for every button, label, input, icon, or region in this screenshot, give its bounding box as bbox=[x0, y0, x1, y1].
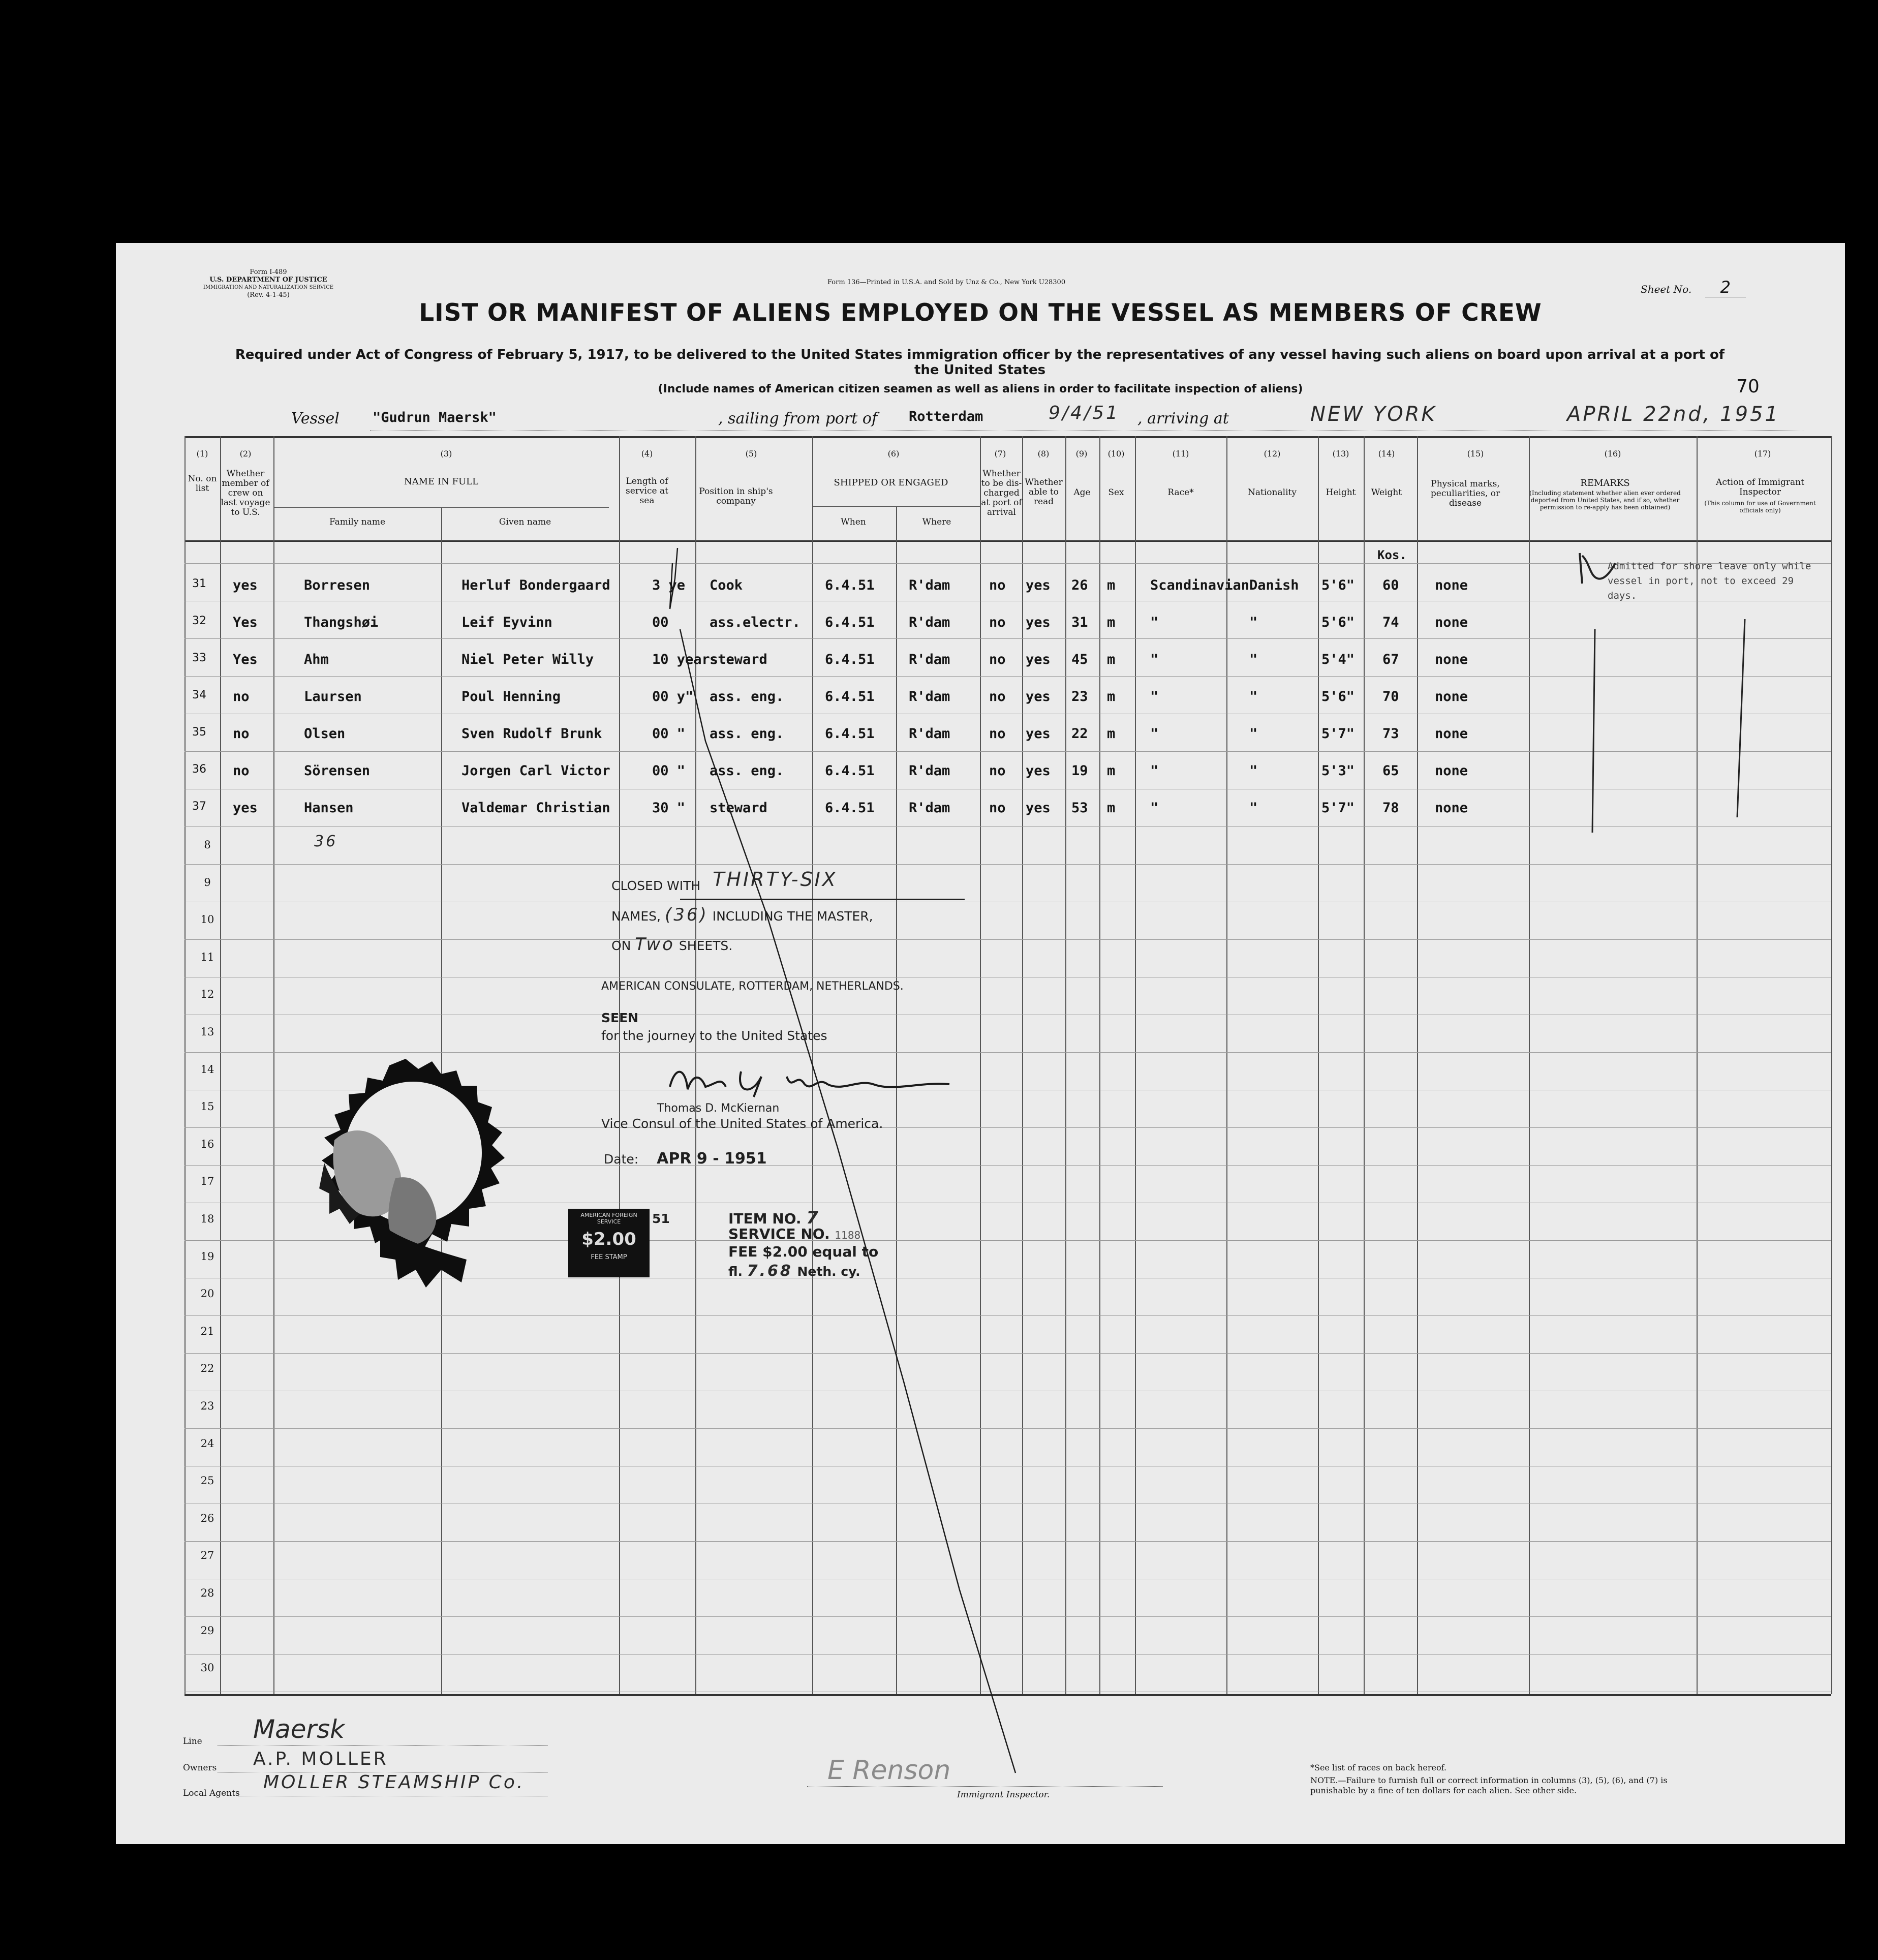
cell-discharged: no bbox=[989, 800, 1006, 816]
cell-given-name: Jorgen Carl Victor bbox=[461, 763, 610, 779]
cell-race: " bbox=[1150, 763, 1159, 779]
column-rule bbox=[273, 436, 274, 1694]
cell-physical-marks: none bbox=[1435, 726, 1468, 742]
cell-race: Scandinavian bbox=[1150, 577, 1250, 593]
cell-shipped-where: R'dam bbox=[909, 800, 950, 816]
cell-discharged: no bbox=[989, 652, 1006, 667]
cell-length-of-service: 00 bbox=[652, 615, 669, 630]
cell-given-name: Valdemar Christian bbox=[461, 800, 610, 816]
col-length-service: Length of service at sea bbox=[626, 476, 668, 506]
printer-line: Form 136—Printed in U.S.A. and Sold by Unz & Co., New York U28300 bbox=[827, 279, 1066, 286]
cell-age: 23 bbox=[1071, 689, 1088, 705]
cell-shipped-where: R'dam bbox=[909, 577, 950, 593]
closed-with-label: CLOSED WITH bbox=[611, 878, 701, 893]
page-mark: 70 bbox=[1736, 376, 1760, 397]
row-number: 11 bbox=[200, 951, 214, 963]
cell-shipped-when: 6.4.51 bbox=[825, 652, 875, 667]
voyage-line bbox=[291, 403, 1806, 427]
on-label: ON bbox=[611, 938, 631, 953]
fee-stamp-bottom: FEE STAMP bbox=[591, 1253, 627, 1261]
cell-age: 19 bbox=[1071, 763, 1088, 779]
action-ditto-line bbox=[1737, 619, 1745, 817]
cell-physical-marks: none bbox=[1435, 763, 1468, 779]
fine-note: NOTE.—Failure to furnish full or correct information in columns (3), (5), (6), and (7) is punishable by a fine of ten dollars for each alien. See other side. bbox=[1310, 1775, 1668, 1795]
cell-shipped-when: 6.4.51 bbox=[825, 689, 875, 705]
row-number: 16 bbox=[200, 1138, 214, 1150]
consul-title: Vice Consul of the United States of America. bbox=[601, 1116, 883, 1131]
cell-position: ass.electr. bbox=[710, 615, 801, 630]
cell-family-name: Sörensen bbox=[304, 763, 371, 779]
row-number: 9 bbox=[204, 876, 211, 889]
cell-row-number: 31 bbox=[192, 577, 206, 590]
weight-unit: Kos. bbox=[1377, 548, 1407, 562]
column-rule bbox=[1529, 436, 1530, 1694]
cell-member-last-voyage: no bbox=[233, 689, 250, 705]
cell-shipped-when: 6.4.51 bbox=[825, 726, 875, 742]
cell-row-number: 32 bbox=[192, 615, 206, 627]
row-number: 12 bbox=[200, 988, 214, 1001]
col-nationality: Nationality bbox=[1248, 487, 1297, 498]
inspector-initial-mark bbox=[1580, 553, 1615, 584]
row-number: 15 bbox=[200, 1100, 214, 1113]
cell-member-last-voyage: yes bbox=[233, 577, 258, 593]
cell-height: 5'3" bbox=[1321, 763, 1355, 779]
row-number: 26 bbox=[200, 1512, 214, 1524]
column-number: (9) bbox=[1075, 449, 1088, 458]
cell-row-number: 37 bbox=[192, 800, 206, 813]
column-number: (12) bbox=[1264, 449, 1281, 458]
cell-physical-marks: none bbox=[1435, 652, 1468, 667]
cell-height: 5'6" bbox=[1321, 615, 1355, 630]
column-number: (13) bbox=[1332, 449, 1349, 458]
cell-nationality: " bbox=[1249, 652, 1258, 667]
cell-age: 26 bbox=[1071, 577, 1088, 593]
row-number: 27 bbox=[200, 1549, 214, 1562]
form-id-line: (Rev. 4-1-45) bbox=[247, 291, 290, 299]
col-height: Height bbox=[1326, 487, 1356, 498]
cell-weight: 70 bbox=[1382, 689, 1399, 705]
cell-row-number: 35 bbox=[192, 726, 206, 739]
row-number: 23 bbox=[200, 1400, 214, 1412]
cell-height: 5'7" bbox=[1321, 726, 1355, 742]
cell-height: 5'6" bbox=[1321, 689, 1355, 705]
sheet-value: 2 bbox=[1705, 278, 1746, 297]
cell-given-name: Niel Peter Willy bbox=[461, 652, 594, 667]
col-name-in-full: NAME IN FULL bbox=[404, 476, 479, 487]
cell-shipped-where: R'dam bbox=[909, 726, 950, 742]
cell-discharged: no bbox=[989, 577, 1006, 593]
form-id-line: Form I-489 bbox=[250, 268, 287, 276]
cell-weight: 60 bbox=[1382, 577, 1399, 593]
manifest-subtitle: Required under Act of Congress of February 5, 1917, to be delivered to the United States immigration officer by the representatives of any vessel having such aliens on board upon arrival at a port of the United States bbox=[235, 347, 1725, 378]
date-label: Date: bbox=[604, 1152, 639, 1167]
column-rule bbox=[1065, 436, 1066, 1694]
cell-race: " bbox=[1150, 689, 1159, 705]
cell-position: ass. eng. bbox=[710, 689, 784, 705]
cell-row-number: 33 bbox=[192, 652, 206, 664]
column-number: (5) bbox=[745, 449, 757, 458]
remarks-note: Admitted for shore leave only while vessel in port, not to exceed 29 days. bbox=[1608, 561, 1811, 601]
col-family-name: Family name bbox=[329, 517, 386, 527]
cell-member-last-voyage: Yes bbox=[233, 615, 258, 630]
col-race: Race* bbox=[1167, 487, 1194, 498]
name-subrule bbox=[273, 507, 609, 508]
cell-row-number: 34 bbox=[192, 689, 206, 701]
row-number: 29 bbox=[200, 1624, 214, 1637]
cell-family-name: Thangshøi bbox=[304, 615, 379, 630]
cell-shipped-where: R'dam bbox=[909, 615, 950, 630]
row-number: 28 bbox=[200, 1587, 214, 1599]
fee-stamp-top: AMERICAN FOREIGN SERVICE bbox=[580, 1212, 637, 1225]
cell-weight: 74 bbox=[1382, 615, 1399, 630]
cell-sex: m bbox=[1107, 800, 1116, 816]
remarks-ditto-line bbox=[1592, 629, 1595, 833]
consular-seal bbox=[299, 1056, 512, 1295]
manifest-title: LIST OR MANIFEST OF ALIENS EMPLOYED ON THE VESSEL AS MEMBERS OF CREW bbox=[419, 299, 1542, 327]
consulate-seen: SEEN bbox=[601, 1010, 639, 1025]
col-able-read: Whether able to read bbox=[1025, 477, 1063, 507]
arrival-date: APRIL 22nd, 1951 bbox=[1567, 403, 1780, 426]
consulate-office: AMERICAN CONSULATE, ROTTERDAM, NETHERLANDS. bbox=[601, 980, 904, 993]
cell-height: 5'7" bbox=[1321, 800, 1355, 816]
cell-given-name: Leif Eyvinn bbox=[461, 615, 552, 630]
column-number: (8) bbox=[1037, 449, 1050, 458]
voyage-underline bbox=[370, 430, 1803, 431]
row-number: 13 bbox=[200, 1026, 214, 1038]
vessel-name: "Gudrun Maersk" bbox=[373, 410, 497, 425]
column-number: (11) bbox=[1172, 449, 1189, 458]
cell-length-of-service: 00 y" bbox=[652, 689, 694, 705]
cell-family-name: Ahm bbox=[304, 652, 329, 667]
fl-amount: 7.68 bbox=[747, 1262, 793, 1280]
column-number: (4) bbox=[641, 449, 653, 458]
column-number: (6) bbox=[887, 449, 900, 458]
cell-length-of-service: 00 " bbox=[652, 763, 686, 779]
col-remarks-note: (Including statement whether alien ever ordered deported from United States, and if so, whether permission to re-apply has been obtained) bbox=[1529, 489, 1681, 511]
cell-shipped-where: R'dam bbox=[909, 689, 950, 705]
cell-member-last-voyage: no bbox=[233, 726, 250, 742]
cell-able-to-read: yes bbox=[1026, 577, 1051, 593]
row-number: 20 bbox=[200, 1288, 214, 1300]
col-remarks: REMARKS bbox=[1580, 478, 1630, 488]
cell-family-name: Borresen bbox=[304, 577, 371, 593]
inspector-underline bbox=[807, 1786, 1163, 1787]
closed-with-count: THIRTY-SIX bbox=[713, 868, 838, 891]
col-where: Where bbox=[922, 517, 951, 527]
row-number: 21 bbox=[200, 1325, 214, 1337]
cell-sex: m bbox=[1107, 726, 1116, 742]
row-number: 17 bbox=[200, 1175, 214, 1188]
cell-nationality: " bbox=[1249, 763, 1258, 779]
row-number: 25 bbox=[200, 1475, 214, 1487]
names-count: (36) bbox=[664, 905, 709, 925]
column-number: (17) bbox=[1754, 449, 1771, 458]
fee-stamp-value: $2.00 bbox=[581, 1229, 636, 1249]
col-action: Action of Immigrant Inspector bbox=[1716, 477, 1804, 497]
cell-weight: 73 bbox=[1382, 726, 1399, 742]
cell-height: 5'6" bbox=[1321, 577, 1355, 593]
sheet-count: Two bbox=[635, 934, 675, 955]
column-number: (14) bbox=[1378, 449, 1395, 458]
cell-age: 45 bbox=[1071, 652, 1088, 667]
sailing-date: 9/4/51 bbox=[1049, 403, 1120, 423]
column-number: (15) bbox=[1467, 449, 1484, 458]
cell-physical-marks: none bbox=[1435, 577, 1468, 593]
col-shipped: SHIPPED OR ENGAGED bbox=[834, 477, 948, 488]
row-number: 8 bbox=[204, 839, 211, 851]
cell-sex: m bbox=[1107, 763, 1116, 779]
column-rule bbox=[1364, 436, 1365, 1694]
column-rule bbox=[1022, 436, 1023, 1694]
col-weight: Weight bbox=[1371, 487, 1402, 498]
cell-able-to-read: yes bbox=[1026, 763, 1051, 779]
cell-able-to-read: yes bbox=[1026, 726, 1051, 742]
cell-family-name: Laursen bbox=[304, 689, 362, 705]
row-number: 30 bbox=[200, 1662, 214, 1674]
column-rule bbox=[1099, 436, 1100, 1694]
row-number: 10 bbox=[200, 913, 214, 926]
column-number: (16) bbox=[1604, 449, 1621, 458]
column-number: (10) bbox=[1107, 449, 1125, 458]
cell-discharged: no bbox=[989, 615, 1006, 630]
tally-count: 36 bbox=[314, 833, 338, 850]
fee-stamp bbox=[568, 1209, 650, 1277]
cell-family-name: Hansen bbox=[304, 800, 354, 816]
cell-sex: m bbox=[1107, 615, 1116, 630]
row-number: 22 bbox=[200, 1362, 214, 1375]
column-rule bbox=[1135, 436, 1136, 1694]
consul-name: Thomas D. McKiernan bbox=[657, 1102, 780, 1115]
cell-sex: m bbox=[1107, 577, 1116, 593]
cell-nationality: Danish bbox=[1249, 577, 1299, 593]
consulate-journey: for the journey to the United States bbox=[601, 1028, 827, 1043]
col-discharged: Whether to be dis-charged at port of arrival bbox=[981, 469, 1022, 517]
col-sex: Sex bbox=[1108, 487, 1124, 498]
form-id-line: U.S. DEPARTMENT OF JUSTICE bbox=[209, 276, 327, 284]
cell-position: ass. eng. bbox=[710, 763, 784, 779]
cell-position: steward bbox=[710, 800, 767, 816]
cell-weight: 67 bbox=[1382, 652, 1399, 667]
cell-discharged: no bbox=[989, 763, 1006, 779]
fee-amount: FEE $2.00 equal to bbox=[728, 1243, 879, 1260]
cell-physical-marks: none bbox=[1435, 800, 1468, 816]
cell-age: 22 bbox=[1071, 726, 1088, 742]
cell-race: " bbox=[1150, 652, 1159, 667]
row-number: 18 bbox=[200, 1213, 214, 1225]
cell-position: steward bbox=[710, 652, 767, 667]
including-master-label: INCLUDING THE MASTER, bbox=[712, 909, 873, 924]
cell-able-to-read: yes bbox=[1026, 689, 1051, 705]
cell-able-to-read: yes bbox=[1026, 652, 1051, 667]
cell-shipped-when: 6.4.51 bbox=[825, 800, 875, 816]
form-id-block bbox=[197, 268, 340, 299]
cell-nationality: " bbox=[1249, 726, 1258, 742]
cell-shipped-when: 6.4.51 bbox=[825, 577, 875, 593]
date-value: APR 9 - 1951 bbox=[657, 1150, 767, 1168]
agents-label: Local Agents bbox=[183, 1788, 240, 1798]
cell-position: Cook bbox=[710, 577, 743, 593]
cell-shipped-where: R'dam bbox=[909, 652, 950, 667]
cell-member-last-voyage: Yes bbox=[233, 652, 258, 667]
cell-nationality: " bbox=[1249, 615, 1258, 630]
cell-length-of-service: 00 " bbox=[652, 726, 686, 742]
races-note: *See list of races on back hereof. bbox=[1310, 1763, 1447, 1772]
col-given-name: Given name bbox=[499, 517, 551, 527]
service-number: 1188 bbox=[835, 1229, 861, 1241]
column-rule bbox=[184, 436, 186, 1694]
agents-value: MOLLER STEAMSHIP Co. bbox=[263, 1772, 525, 1793]
cell-discharged: no bbox=[989, 726, 1006, 742]
cell-able-to-read: yes bbox=[1026, 800, 1051, 816]
cell-shipped-when: 6.4.51 bbox=[825, 763, 875, 779]
cell-weight: 65 bbox=[1382, 763, 1399, 779]
cell-row-number: 36 bbox=[192, 763, 206, 776]
sailing-label: , sailing from port of bbox=[718, 410, 878, 427]
names-label: NAMES, bbox=[611, 909, 661, 924]
cell-age: 53 bbox=[1071, 800, 1088, 816]
fl-label: fl. bbox=[728, 1264, 743, 1279]
cell-able-to-read: yes bbox=[1026, 615, 1051, 630]
arriving-label: , arriving at bbox=[1137, 410, 1229, 427]
sheet-number bbox=[1641, 278, 1746, 297]
cell-family-name: Olsen bbox=[304, 726, 346, 742]
sheet-label: Sheet No. bbox=[1641, 283, 1692, 295]
column-number: (2) bbox=[239, 449, 252, 458]
cell-shipped-when: 6.4.51 bbox=[825, 615, 875, 630]
sailing-port: Rotterdam bbox=[909, 409, 983, 424]
owners-value: A.P. MOLLER bbox=[253, 1749, 388, 1769]
row-number: 14 bbox=[200, 1063, 214, 1076]
form-id-line: IMMIGRATION AND NATURALIZATION SERVICE bbox=[203, 285, 334, 290]
column-number: (1) bbox=[196, 449, 208, 458]
arriving-port: NEW YORK bbox=[1310, 403, 1437, 426]
cell-nationality: " bbox=[1249, 689, 1258, 705]
fee-stamp-year: 51 bbox=[652, 1211, 670, 1226]
cell-physical-marks: none bbox=[1435, 689, 1468, 705]
column-rule bbox=[619, 436, 620, 1694]
cell-member-last-voyage: no bbox=[233, 763, 250, 779]
column-number: (7) bbox=[994, 449, 1006, 458]
cell-physical-marks: none bbox=[1435, 615, 1468, 630]
cell-given-name: Poul Henning bbox=[461, 689, 561, 705]
manifest-sheet bbox=[116, 243, 1845, 1844]
sheets-label: SHEETS. bbox=[679, 938, 733, 953]
cell-height: 5'4" bbox=[1321, 652, 1355, 667]
row-number: 19 bbox=[200, 1250, 214, 1263]
cell-given-name: Sven Rudolf Brunk bbox=[461, 726, 602, 742]
service-label: SERVICE NO. bbox=[728, 1226, 830, 1242]
line-value: Maersk bbox=[253, 1714, 345, 1744]
inspector-checkmarks bbox=[1569, 548, 1834, 1056]
cell-length-of-service: 3 ye bbox=[652, 577, 686, 593]
header-bottom-rule bbox=[184, 540, 1831, 542]
shipped-subrule bbox=[812, 506, 980, 507]
col-position: Position in ship's company bbox=[699, 486, 773, 506]
col-no-on-list: No. on list bbox=[188, 474, 217, 494]
column-rule bbox=[1417, 436, 1418, 1694]
inspector-signature: E Renson bbox=[827, 1755, 951, 1786]
col-member-last-voyage: Whether member of crew on last voyage to U.S. bbox=[221, 469, 270, 517]
cell-sex: m bbox=[1107, 652, 1116, 667]
col-age: Age bbox=[1073, 487, 1091, 498]
cell-nationality: " bbox=[1249, 800, 1258, 816]
column-rule bbox=[1318, 436, 1319, 1694]
item-label: ITEM NO. bbox=[728, 1210, 802, 1227]
row-number: 24 bbox=[200, 1437, 214, 1450]
col-when: When bbox=[841, 517, 866, 527]
cell-position: ass. eng. bbox=[710, 726, 784, 742]
cancellation-stroke bbox=[665, 548, 1021, 1778]
column-number: (3) bbox=[440, 449, 452, 458]
owners-label: Owners bbox=[183, 1763, 217, 1773]
cell-sex: m bbox=[1107, 689, 1116, 705]
col-physical: Physical marks, peculiarities, or disease bbox=[1430, 479, 1500, 508]
table-top-rule bbox=[184, 436, 1831, 438]
inspector-label: Immigrant Inspector. bbox=[957, 1790, 1050, 1800]
manifest-instruction: (Include names of American citizen seamen as well as aliens in order to facilitate inspection of aliens) bbox=[658, 383, 1303, 395]
item-number: 7 bbox=[806, 1208, 820, 1228]
cell-shipped-where: R'dam bbox=[909, 763, 950, 779]
cell-member-last-voyage: yes bbox=[233, 800, 258, 816]
vessel-label: Vessel bbox=[291, 410, 340, 427]
cell-length-of-service: 30 " bbox=[652, 800, 686, 816]
cell-length-of-service: 10 years bbox=[652, 652, 719, 667]
cell-race: " bbox=[1150, 726, 1159, 742]
column-rule bbox=[1226, 436, 1227, 1694]
cell-race: " bbox=[1150, 800, 1159, 816]
cell-given-name: Herluf Bondergaard bbox=[461, 577, 610, 593]
cell-weight: 78 bbox=[1382, 800, 1399, 816]
cell-race: " bbox=[1150, 615, 1159, 630]
line-label: Line bbox=[183, 1736, 202, 1747]
cell-discharged: no bbox=[989, 689, 1006, 705]
cell-age: 31 bbox=[1071, 615, 1088, 630]
col-action-note: (This column for use of Government officials only) bbox=[1704, 500, 1816, 514]
fl-suffix: Neth. cy. bbox=[797, 1264, 860, 1279]
